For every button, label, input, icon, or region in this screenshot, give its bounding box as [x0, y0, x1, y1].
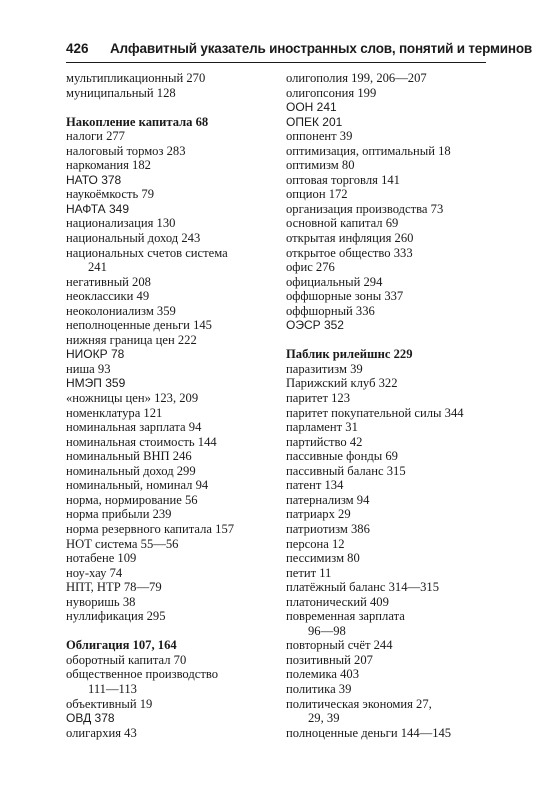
index-entry: национальный доход 243 [66, 231, 201, 246]
index-entry: полноценные деньги 144—145 [286, 725, 452, 740]
index-entry: национальных счетов система [66, 245, 228, 260]
index-entry: норма резервного капитала 157 [66, 521, 235, 536]
index-entry: НПТ, НТР 78—79 [66, 580, 162, 595]
index-entry: наркомания 182 [66, 158, 151, 173]
index-entry: Парижский клуб 322 [286, 376, 398, 391]
page-number: 426 [66, 41, 89, 56]
index-entry: организация производства 73 [286, 201, 444, 216]
index-entry: номинальный доход 299 [66, 463, 196, 478]
index-entry: платёжный баланс 314—315 [286, 580, 440, 595]
index-entry: налоговый тормоз 283 [66, 143, 186, 158]
index-entry-continuation: 96—98 [308, 623, 346, 638]
index-entry: национализация 130 [66, 216, 176, 231]
index-entry-letter-head: Облигация 107, 164 [66, 638, 177, 653]
index-entry: пессимизм 80 [286, 551, 360, 566]
index-entry: олигополия 199, 206—207 [286, 71, 427, 85]
index-entry: офис 276 [286, 260, 335, 275]
index-entry-letter-head: Накопление капитала 68 [66, 114, 209, 129]
index-entry: НАФТА 349 [66, 201, 130, 216]
index-entry: номинальная стоимость 144 [66, 434, 217, 449]
index-entry: общественное производство [66, 667, 219, 682]
index-entry: НОТ система 55—56 [66, 536, 179, 551]
index-entry: ОВД 378 [66, 711, 115, 726]
index-entry: персона 12 [286, 536, 345, 551]
index-entry: партийство 42 [286, 434, 363, 449]
index-entry: ноу-хау 74 [66, 565, 123, 580]
index-entry: основной капитал 69 [286, 216, 399, 231]
index-entry: НМЭП 359 [66, 376, 126, 391]
index-entry: нуллификация 295 [66, 609, 166, 624]
index-entry: повторный счёт 244 [286, 638, 393, 653]
index-entry: пассивные фонды 69 [286, 449, 398, 464]
index-entry: ОЭСР 352 [286, 318, 344, 333]
index-column-right [286, 71, 496, 740]
index-entry: паритет покупательной силы 344 [286, 405, 464, 420]
index-entry: номинальная зарплата 94 [66, 420, 202, 435]
index-entry: нижняя граница цен 222 [66, 332, 197, 347]
running-header [66, 40, 532, 63]
index-entry: повременная зарплата [286, 609, 405, 624]
index-entry: оборотный капитал 70 [66, 652, 187, 667]
index-entry: петит 11 [286, 565, 332, 580]
index-entry: наукоёмкость 79 [66, 187, 154, 202]
index-entry-continuation: 241 [88, 260, 107, 275]
index-entry: позитивный 207 [286, 652, 373, 667]
index-entry: неполноценные деньги 145 [66, 318, 212, 333]
index-entry: оффшорный 336 [286, 303, 375, 318]
index-entry: опцион 172 [286, 187, 348, 202]
running-title: Алфавитный указатель иностранных слов, понятий и терминов [110, 41, 532, 56]
index-entry: парламент 31 [286, 420, 358, 435]
letter-group-gap [66, 624, 278, 639]
index-entry: номенклатура 121 [66, 405, 163, 420]
index-entry: платонический 409 [286, 594, 389, 609]
index-entry: оптимизм 80 [286, 158, 355, 173]
index-entry: негативный 208 [66, 274, 151, 289]
index-entry: ОПЕК 201 [286, 114, 343, 129]
index-entry: олигопсония 199 [286, 85, 377, 100]
index-entry: политическая экономия 27, [286, 696, 432, 711]
index-entry: номинальный ВНП 246 [66, 449, 192, 464]
index-entry: пассивный баланс 315 [286, 463, 406, 478]
index-entry: патернализм 94 [286, 492, 370, 507]
index-entry: налоги 277 [66, 129, 125, 144]
index-entry: нуворишь 38 [66, 594, 136, 609]
index-entry: ООН 241 [286, 100, 337, 115]
index-entry: официальный 294 [286, 274, 383, 289]
index-entry: олигархия 43 [66, 725, 137, 740]
index-entry: мультипликационный 270 [66, 71, 206, 85]
index-entry: открытое общество 333 [286, 245, 413, 260]
index-entry: оптовая торговля 141 [286, 172, 400, 187]
index-entry: НАТО 378 [66, 172, 122, 187]
index-entry-continuation: 111—113 [88, 681, 137, 696]
index-entry: паразитизм 39 [286, 361, 363, 376]
index-entry: патриотизм 386 [286, 521, 370, 536]
index-entry: оптимизация, оптимальный 18 [286, 143, 451, 158]
index-entry: патриарх 29 [286, 507, 351, 522]
index-column-left [66, 71, 278, 740]
letter-group-gap [286, 333, 496, 348]
index-entry: открытая инфляция 260 [286, 231, 414, 246]
index-entry: муниципальный 128 [66, 85, 176, 100]
index-entry: ниша 93 [66, 361, 111, 376]
index-entry: объективный 19 [66, 696, 153, 711]
index-entry: НИОКР 78 [66, 347, 125, 362]
index-entry: норма прибыли 239 [66, 507, 172, 522]
index-entry: норма, нормирование 56 [66, 492, 198, 507]
index-entry: нотабене 109 [66, 551, 137, 566]
index-entry-letter-head: Паблик рилейшнс 229 [286, 347, 413, 362]
index-entry: политика 39 [286, 681, 352, 696]
index-entry: патент 134 [286, 478, 344, 493]
index-entry-continuation: 29, 39 [308, 711, 340, 726]
index-entry: оппонент 39 [286, 129, 353, 144]
index-entry: неоклассики 49 [66, 289, 150, 304]
index-entry: «ножницы цен» 123, 209 [66, 391, 199, 406]
index-entry: полемика 403 [286, 667, 360, 682]
index-entry: оффшорные зоны 337 [286, 289, 404, 304]
index-entry: неоколониализм 359 [66, 303, 176, 318]
index-entry: номинальный, номинал 94 [66, 478, 209, 493]
index-entry: паритет 123 [286, 391, 351, 406]
letter-group-gap [66, 100, 278, 115]
